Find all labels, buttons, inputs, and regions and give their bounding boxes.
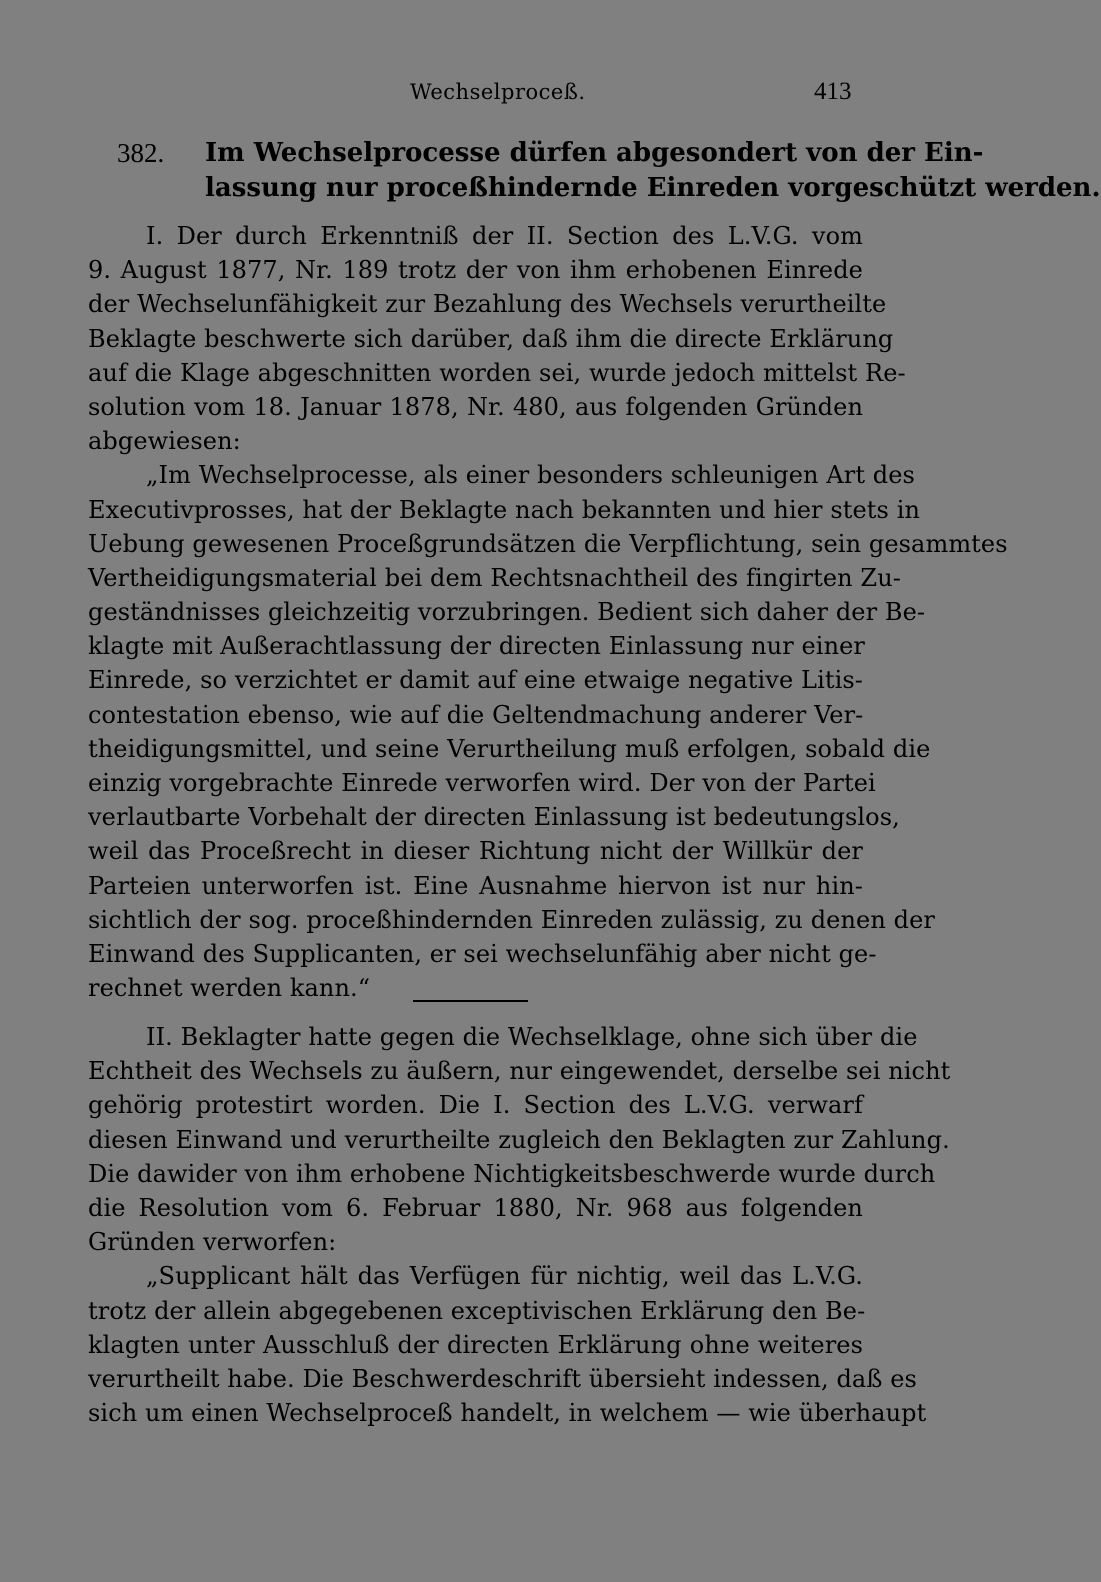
section-heading (117, 136, 1101, 206)
text-line: Beklagte beschwerte sich darüber, daß ihm die directe Erklärung (88, 324, 894, 353)
text-line: Gründen verworfen: (88, 1228, 337, 1257)
text-line: II. Beklagter hatte gegen die Wechselklage, ohne sich über die (146, 1023, 918, 1051)
case-two-text (88, 1020, 951, 1430)
text-line: weil das Proceßrecht in dieser Richtung nicht der Willkür der (88, 837, 863, 866)
text-line: geständnisses gleichzeitig vorzubringen. Bedient sich daher der Be- (88, 598, 926, 627)
text-line: einzig vorgebrachte Einrede verworfen wird. Der von der Partei (88, 769, 876, 797)
text-line: „Im Wechselprocesse, als einer besonders schleunigen Art des (146, 461, 915, 490)
case-one-text (88, 219, 1008, 1005)
section-number: 382. (117, 138, 165, 168)
text-line: die Resolution vom 6. Februar 1880, Nr. 968 aus folgenden (88, 1193, 863, 1222)
text-line: verlautbarte Vorbehalt der directen Einlassung ist bedeutungslos, (88, 803, 900, 832)
text-line: Parteien unterworfen ist. Eine Ausnahme hiervon ist nur hin- (88, 871, 863, 900)
text-line: verurtheilt habe. Die Beschwerdeschrift übersieht indessen, daß es (88, 1364, 917, 1393)
text-line: Executivprosses, hat der Beklagte nach bekannten und hier stets in (88, 495, 921, 524)
text-line: Uebung gewesenen Proceßgrundsätzen die Verpflichtung, sein gesammtes (88, 529, 1008, 558)
section-title-line: lassung nur proceßhindernde Einreden vorgeschützt werden. (205, 173, 1101, 203)
text-line: Einwand des Supplicanten, er sei wechselunfähig aber nicht ge- (88, 939, 877, 968)
text-line: I. Der durch Erkenntniß der II. Section des L.V.G. vom (146, 222, 863, 250)
page-number: 413 (814, 78, 852, 105)
text-line: klagten unter Ausschluß der directen Erklärung ohne weiteres (88, 1330, 863, 1359)
text-line: diesen Einwand und verurtheilte zugleich den Beklagten zur Zahlung. (88, 1125, 950, 1154)
text-line: „Supplicant hält das Verfügen für nichtig, weil das L.V.G. (146, 1262, 863, 1291)
text-line: contestation ebenso, wie auf die Geltendmachung anderer Ver- (88, 700, 864, 729)
running-title: Wechselproceß. (410, 80, 586, 104)
text-line: rechnet werden kann.“ (88, 974, 371, 1003)
section-divider (413, 1000, 528, 1002)
text-line: abgewiesen: (88, 427, 241, 456)
text-line: klagte mit Außerachtlassung der directen Einlassung nur einer (88, 632, 866, 661)
text-line: gehörig protestirt worden. Die I. Section des L.V.G. verwarf (88, 1091, 863, 1120)
text-line: Vertheidigungsmaterial bei dem Rechtsnachtheil des fingirten Zu- (88, 563, 901, 592)
text-line: 9. August 1877, Nr. 189 trotz der von ihm erhobenen Einrede (88, 256, 863, 285)
text-line: trotz der allein abgegebenen exceptivischen Erklärung den Be- (88, 1296, 866, 1325)
text-line: auf die Klage abgeschnitten worden sei, wurde jedoch mittelst Re- (88, 358, 906, 387)
section-title-line: Im Wechselprocesse dürfen abgesondert von der Ein- (205, 138, 984, 168)
text-line: Echtheit des Wechsels zu äußern, nur eingewendet, derselbe sei nicht (88, 1057, 951, 1086)
text-line: theidigungsmittel, und seine Verurtheilung muß erfolgen, sobald die (88, 734, 931, 763)
text-line: Einrede, so verzichtet er damit auf eine etwaige negative Litis- (88, 666, 863, 695)
text-line: der Wechselunfähigkeit zur Bezahlung des Wechsels verurtheilte (88, 290, 887, 319)
text-line: sichtlich der sog. proceßhindernden Einreden zulässig, zu denen der (88, 905, 935, 934)
text-line: Die dawider von ihm erhobene Nichtigkeitsbeschwerde wurde durch (88, 1159, 936, 1188)
text-line: sich um einen Wechselproceß handelt, in welchem — wie überhaupt (88, 1399, 927, 1428)
text-line: solution vom 18. Januar 1878, Nr. 480, aus folgenden Gründen (88, 392, 863, 421)
